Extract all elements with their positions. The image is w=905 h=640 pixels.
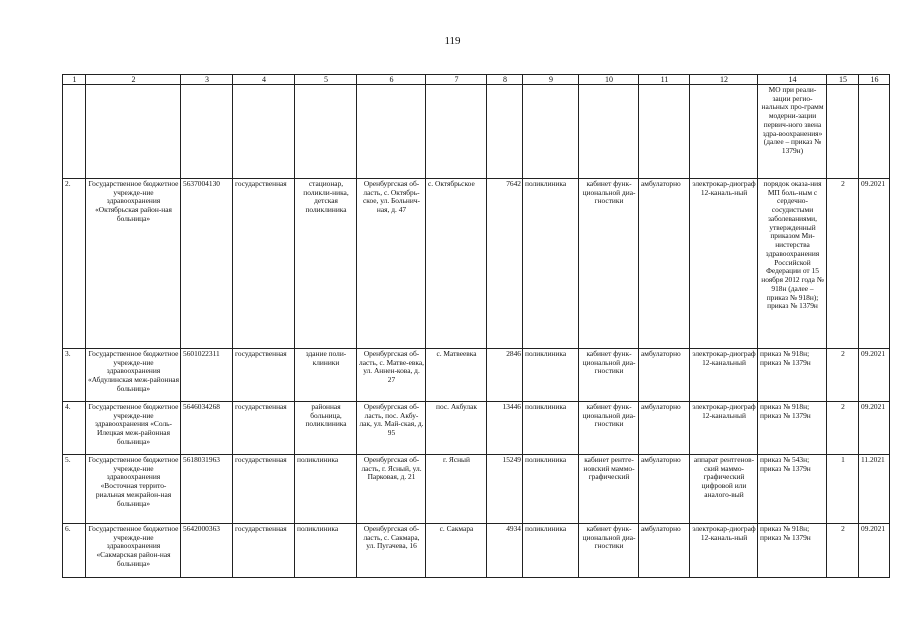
row-number-cell: 6. (63, 524, 86, 578)
care-type-cell: амбулаторно (639, 524, 690, 578)
code-cell: 5637004130 (181, 179, 233, 349)
facility-type-cell: поликлиника (523, 349, 579, 402)
column-number: 3 (181, 75, 233, 85)
address-cell: Оренбургская об-ласть, с. Октябрь-ское, ул. Больнич-ная, д. 47 (357, 179, 426, 349)
ownership-cell: государственная (233, 179, 295, 349)
address-cell: Оренбургская об-ласть, с. Матве-евка, ул. Аннен-кова, д. 27 (357, 349, 426, 402)
column-number: 7 (426, 75, 487, 85)
locality-cell: с. Сакмара (426, 524, 487, 578)
row-number-cell: 4. (63, 402, 86, 455)
code-cell: 5601022311 (181, 349, 233, 402)
legal-basis-cell: приказ № 918н; приказ № 1379н (758, 402, 827, 455)
ownership-cell: государственная (233, 349, 295, 402)
room-cell: кабинет функ-циональной диа-гностики (579, 349, 639, 402)
date-cell: 09.2021 (859, 524, 890, 578)
organization-cell: Государственное бюджетное учрежде-ние здравоохранения «Восточная террито-риальная межрайон-ная больница» (86, 455, 181, 524)
quantity-cell: 2 (827, 179, 859, 349)
room-cell: кабинет функ-циональной диа-гностики (579, 524, 639, 578)
code-cell: 5642000363 (181, 524, 233, 578)
legal-basis-cell: приказ № 918н; приказ № 1379н (758, 349, 827, 402)
equipment-table (62, 74, 890, 578)
address-cell: Оренбургская об-ласть, с. Сакмара, ул. Пугачева, 16 (357, 524, 426, 578)
column-number: 14 (758, 75, 827, 85)
facility-type-cell: поликлиника (523, 524, 579, 578)
organization-cell: Государственное бюджетное учрежде-ние здравоохранения «Соль-Илецкая меж-районная больница» (86, 402, 181, 455)
table-row (63, 179, 890, 349)
equipment-cell: электрокар-диограф 12-каналь-ный (690, 524, 758, 578)
column-number: 6 (357, 75, 426, 85)
equipment-cell: электрокар-диограф 12-канальный (690, 349, 758, 402)
population-cell: 2846 (487, 349, 523, 402)
column-number: 16 (859, 75, 890, 85)
row-number-cell: 3. (63, 349, 86, 402)
organization-cell: Государственное бюджетное учрежде-ние здравоохранения «Сакмарская район-ная больница» (86, 524, 181, 578)
column-number: 4 (233, 75, 295, 85)
care-type-cell: амбулаторно (639, 455, 690, 524)
address-cell: Оренбургская об-ласть, г. Ясный, ул. Парковая, д. 21 (357, 455, 426, 524)
care-type-cell: амбулаторно (639, 179, 690, 349)
equipment-cell: электрокар-диограф 12-каналь-ный (690, 179, 758, 349)
legal-basis-cell: МО при реали-зации регио-нальных про-грамм модерни-зации первич-ного звена здра-воохранения» (далее – приказ № 1379н) (758, 85, 827, 179)
ownership-cell: государственная (233, 402, 295, 455)
table-row (63, 455, 890, 524)
column-number: 1 (63, 75, 86, 85)
code-cell: 5646034268 (181, 402, 233, 455)
ownership-cell: государственная (233, 455, 295, 524)
column-number: 8 (487, 75, 523, 85)
locality-cell: с. Матвеевка (426, 349, 487, 402)
room-cell: кабинет рентге-новский маммо-графический (579, 455, 639, 524)
legal-basis-cell: приказ № 543н; приказ № 1379н (758, 455, 827, 524)
equipment-cell: электрокар-диограф 12-канальный (690, 402, 758, 455)
organization-cell: Государственное бюджетное учрежде-ние здравоохранения «Абдулинская меж-районная больница» (86, 349, 181, 402)
table-row (63, 524, 890, 578)
building-cell: поликлиника (295, 524, 357, 578)
facility-type-cell: поликлиника (523, 179, 579, 349)
locality-cell: г. Ясный (426, 455, 487, 524)
locality-cell: пос. Акбулак (426, 402, 487, 455)
building-cell: районная больница, поликлиника (295, 402, 357, 455)
population-cell: 15249 (487, 455, 523, 524)
facility-type-cell: поликлиника (523, 402, 579, 455)
row-number-cell: 2. (63, 179, 86, 349)
column-number: 11 (639, 75, 690, 85)
equipment-cell: аппарат рентгенов-ский маммо-графический цифровой или аналого-вый (690, 455, 758, 524)
organization-cell: Государственное бюджетное учрежде-ние здравоохранения «Октябрьская район-ная больница» (86, 179, 181, 349)
ownership-cell: государственная (233, 524, 295, 578)
address-cell: Оренбургская об-ласть, пос. Акбу-лак, ул. Май-ская, д. 95 (357, 402, 426, 455)
date-cell: 11.2021 (859, 455, 890, 524)
building-cell: поликлиника (295, 455, 357, 524)
population-cell: 13446 (487, 402, 523, 455)
column-number: 5 (295, 75, 357, 85)
table-row (63, 349, 890, 402)
legal-basis-cell: порядок оказа-ния МП боль-ным с сердечно-сосудистыми заболеваниями, утвержденный приказом Ми-нистерства здравоохранения Российской Федерации от 15 ноября 2012 года № 918н (далее – приказ № 918н); приказ № 1379н (758, 179, 827, 349)
legal-basis-cell: приказ № 918н; приказ № 1379н (758, 524, 827, 578)
table-row (63, 402, 890, 455)
page-number: 119 (444, 35, 461, 47)
locality-cell: с. Октябрьское (426, 179, 487, 349)
population-cell: 7642 (487, 179, 523, 349)
column-number: 9 (523, 75, 579, 85)
column-number: 12 (690, 75, 758, 85)
column-number-row (63, 75, 890, 85)
care-type-cell: амбулаторно (639, 402, 690, 455)
facility-type-cell: поликлиника (523, 455, 579, 524)
room-cell: кабинет функ-циональной диа-гностики (579, 179, 639, 349)
row-number-cell: 5. (63, 455, 86, 524)
room-cell: кабинет функ-циональной диа-гностики (579, 402, 639, 455)
date-cell: 09.2021 (859, 402, 890, 455)
quantity-cell: 2 (827, 349, 859, 402)
quantity-cell: 2 (827, 524, 859, 578)
date-cell: 09.2021 (859, 179, 890, 349)
column-number: 15 (827, 75, 859, 85)
quantity-cell: 2 (827, 402, 859, 455)
date-cell: 09.2021 (859, 349, 890, 402)
column-number: 2 (86, 75, 181, 85)
population-cell: 4934 (487, 524, 523, 578)
code-cell: 5618031963 (181, 455, 233, 524)
quantity-cell: 1 (827, 455, 859, 524)
building-cell: стационар, поликли-ника, детская поликлиника (295, 179, 357, 349)
building-cell: здание поли-клиники (295, 349, 357, 402)
care-type-cell: амбулаторно (639, 349, 690, 402)
column-number: 10 (579, 75, 639, 85)
table-row-continuation (63, 85, 890, 179)
